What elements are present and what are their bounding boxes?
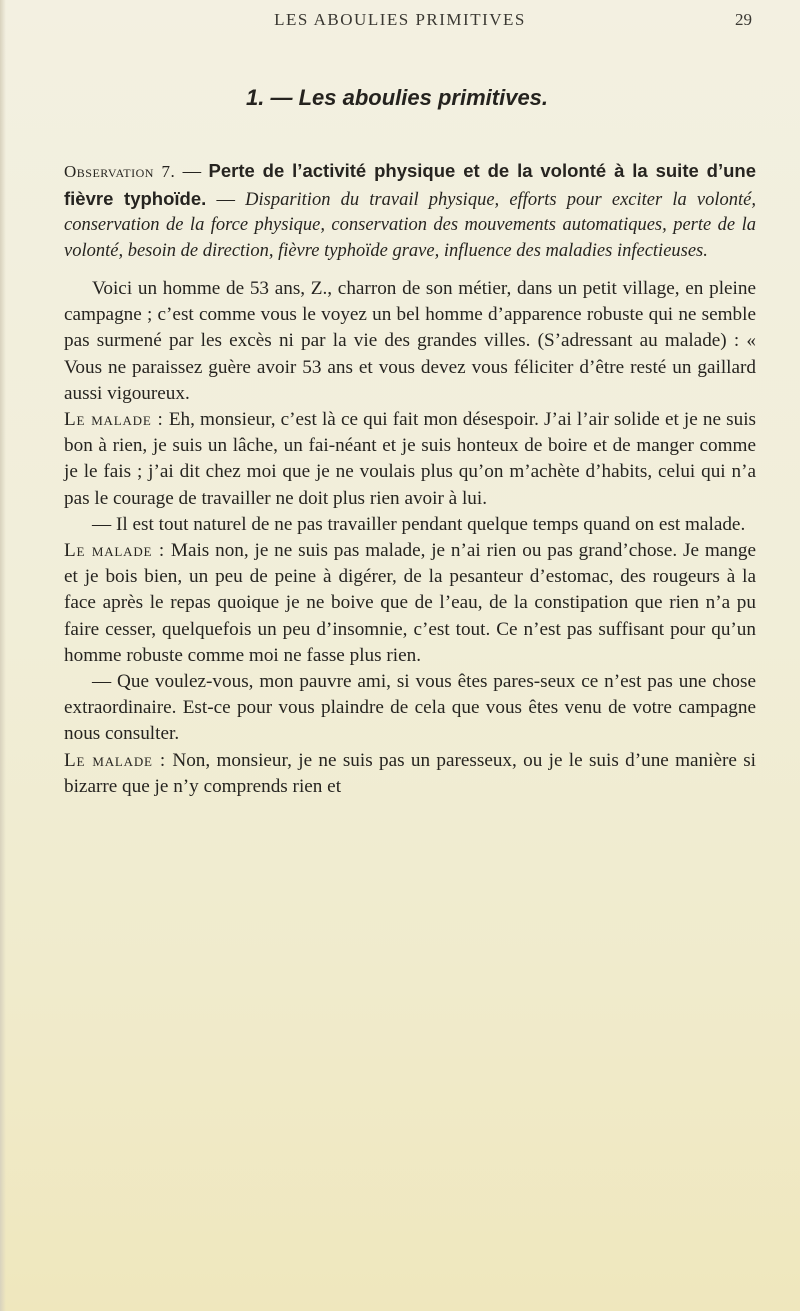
observation-title: Perte de l’activité physique et de la volonté à la suite d’une fièvre typhoïde.	[64, 160, 757, 209]
dialogue-text: Mais non, je ne suis pas malade, je n’ai rien ou pas grand’chose. Je mange et je bois bien, un peu de peine à digérer, de la pesanteur d’estomac, des rougeurs à la face après le repas quoique je ne boive que de l’eau, de la constipation que rien n’a pu faire cesser, quelquefois un peu d’insomnie, c’est tout. Ce n’est pas suffisant pour qu’un homme robuste comme moi ne fasse plus rien.	[64, 540, 756, 666]
chapter-title: Les aboulies primitives.	[298, 85, 549, 110]
observation-label: Observation 7.	[64, 162, 176, 181]
speaker-label: Le malade :	[64, 749, 167, 771]
speaker-label: Le malade :	[64, 540, 166, 562]
observation-dash: —	[182, 162, 202, 182]
observation-dash-2: —	[216, 189, 235, 210]
dialogue-paragraph	[64, 748, 756, 800]
speaker-label: Le malade :	[64, 409, 164, 431]
page-number: 29	[735, 10, 752, 29]
observation-summary: Disparition du travail physique, efforts pour exciter la volonté, conservation de la force physique, conservation des mouvements automatiques, perte de la volonté, besoin de direction, fièvre typhoïde grave, influence des maladies infectieuses.	[64, 189, 757, 261]
observation-block	[64, 158, 756, 264]
chapter-dash: —	[270, 85, 293, 110]
paragraph: — Il est tout naturel de ne pas travailler pendant quelque temps quand on est malade.	[92, 513, 746, 535]
dialogue-text: Non, monsieur, je ne suis pas un paresseux, ou je le suis d’une manière si bizarre que je n’y comprends rien et	[64, 749, 757, 797]
body-text	[64, 276, 756, 800]
running-head: LES ABOULIES PRIMITIVES	[274, 10, 526, 29]
chapter-heading	[246, 85, 548, 111]
dialogue-paragraph	[64, 538, 756, 669]
chapter-number: 1.	[246, 85, 265, 110]
dialogue-paragraph	[64, 407, 756, 512]
page-edge-shadow	[0, 0, 6, 1311]
paragraph: — Que voulez-vous, mon pauvre ami, si vous êtes pares-seux ce n’est pas une chose extraordinaire. Est-ce pour vous plaindre de cela que vous êtes venu de votre campagne nous consulter.	[64, 671, 756, 745]
paragraph: Voici un homme de 53 ans, Z., charron de son métier, dans un petit village, en pleine campagne ; c’est comme vous le voyez un bel homme d’apparence robuste qui ne semble pas surmené par les excès ni par la vie des grandes villes. (S’adressant au malade) : « Vous ne paraissez guère avoir 53 ans et vous devez vous féliciter d’être resté un gaillard aussi vigoureux.	[64, 278, 756, 404]
dialogue-text: Eh, monsieur, c’est là ce qui fait mon désespoir. J’ai l’air solide et je ne suis bon à rien, je suis un lâche, un fai-néant et je suis honteux de boire et de manger comme je le fais ; j’ai dit chez moi que je ne voulais plus qu’on m’achète d’habits, celui qui n’a pas le courage de travailler ne doit plus rien avoir à lui.	[64, 409, 757, 509]
